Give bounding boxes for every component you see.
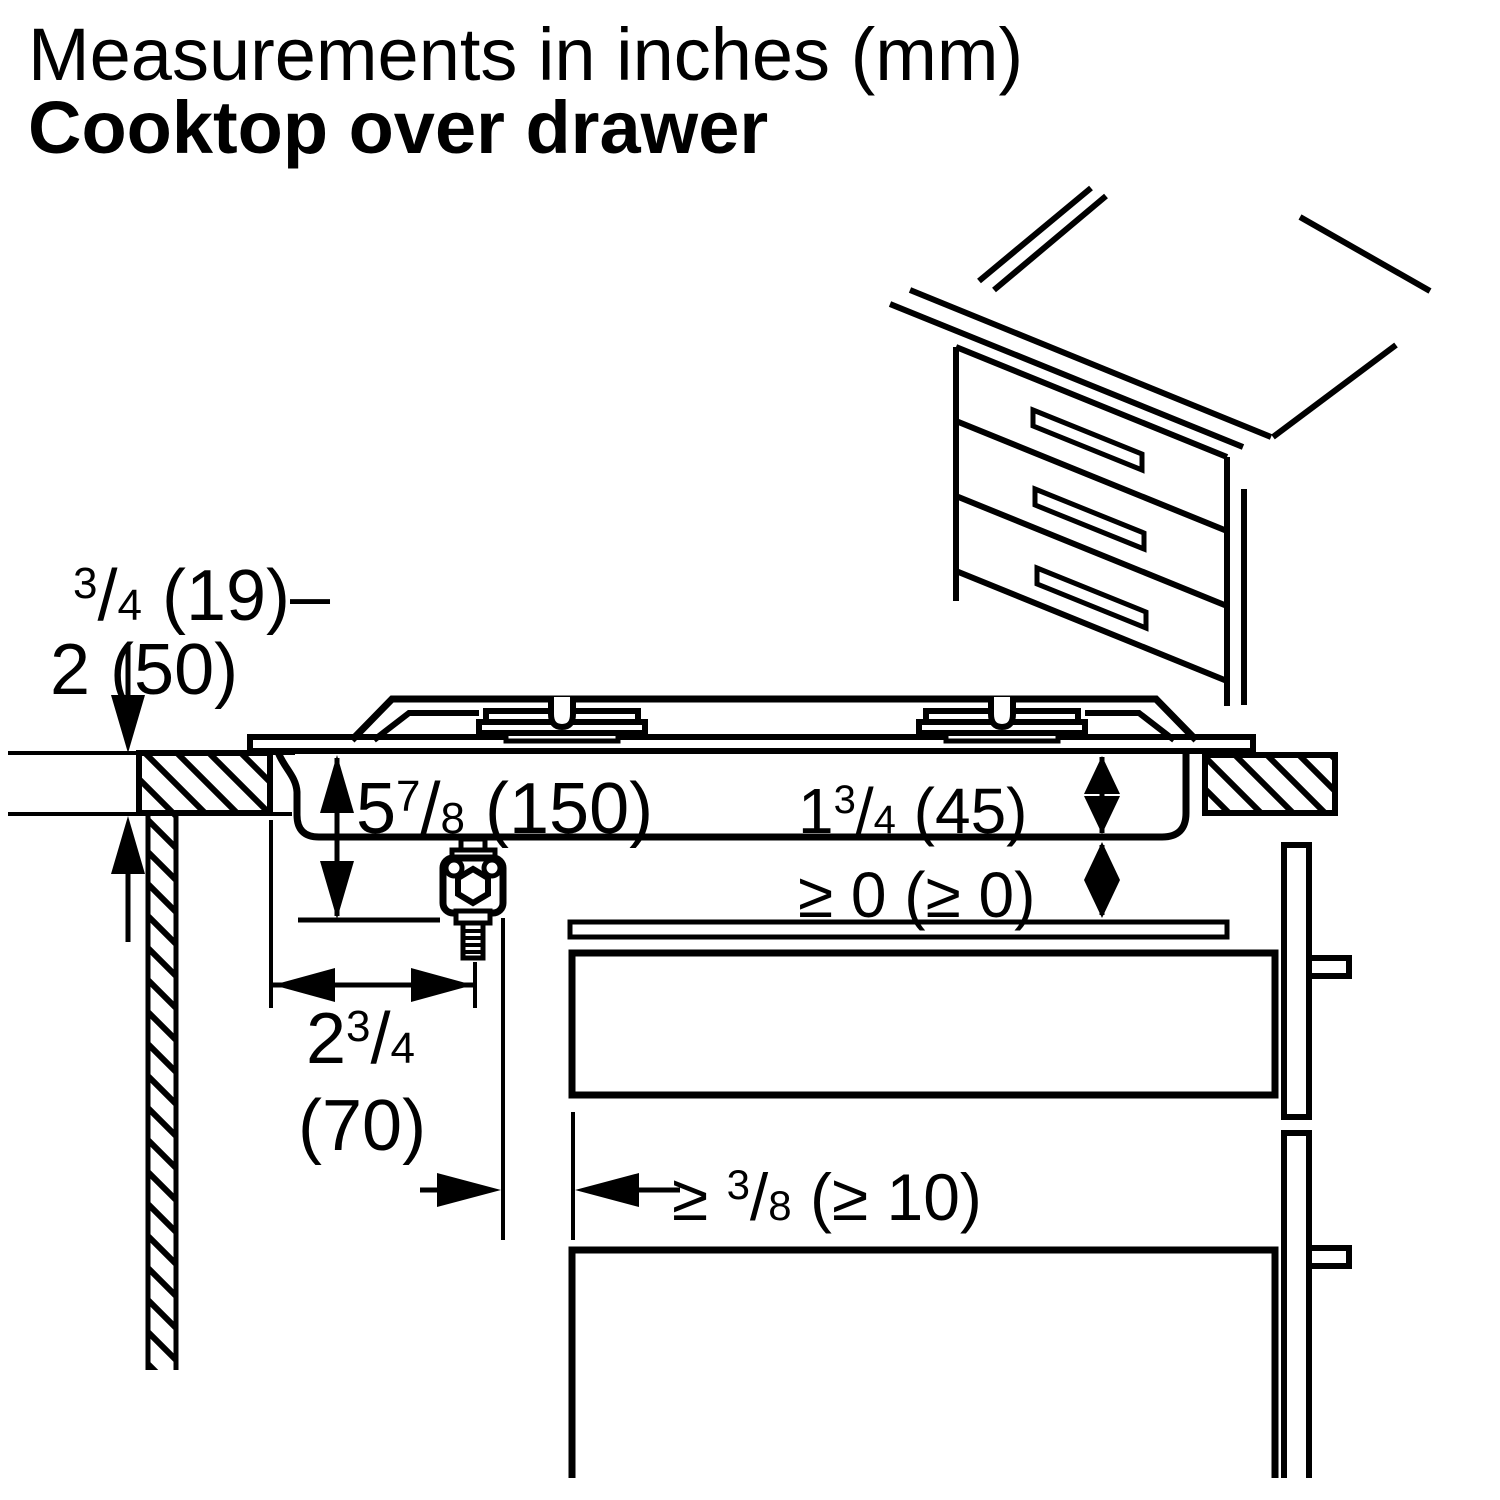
drawer-box-lower (572, 1250, 1275, 1478)
igniter (991, 697, 1013, 727)
drawer-handle-slot-3 (1037, 568, 1146, 628)
dimension-label: ≥ $^3$/8 (≥ 10) (672, 1160, 982, 1234)
burner-left (479, 697, 645, 741)
burner-right (919, 697, 1085, 741)
cutout-edge-outer (979, 188, 1091, 281)
arrow-up (111, 816, 145, 874)
arrow-down (1084, 880, 1120, 918)
dimension-label: ≥ 0 (≥ 0) (798, 859, 1036, 931)
dimension-tub-height (798, 756, 1120, 847)
dimension-gap-below-tub (798, 842, 1120, 931)
dimension-label: $2^3/4$ (306, 999, 416, 1079)
arrow-right (437, 1173, 501, 1207)
counter-back-edge (1300, 217, 1430, 291)
dimension-label-line2: 2 (50) (50, 630, 239, 710)
arrow-left (273, 968, 335, 1002)
cutout-edge-inner (994, 196, 1106, 290)
drawer-handle-slot-2 (1035, 489, 1144, 549)
gas-valve (443, 839, 503, 958)
arrow-down (1084, 796, 1120, 834)
countertop-right-section (1205, 755, 1335, 813)
arrow-up (1084, 756, 1120, 794)
arrow-down (320, 861, 354, 919)
dimension-label: $1^3/4$ (45) (798, 775, 1028, 847)
cooktop-lip (250, 737, 1253, 751)
igniter (551, 697, 573, 727)
dimension-label-line2: (70) (298, 1086, 427, 1166)
diagram-subtitle: Cooktop over drawer (28, 86, 769, 169)
cabinet-side-panel (148, 813, 176, 1370)
drawer-handle-lower (1309, 1248, 1349, 1266)
drawer-box-upper (572, 953, 1275, 1095)
arrow-up (1084, 842, 1120, 880)
arrow-up (320, 755, 354, 813)
valve-hex-nut (458, 869, 488, 903)
diagram-title: Measurements in inches (mm) (28, 13, 1024, 96)
dimension-label: $5^7/8$ (150) (356, 769, 654, 849)
drawer-front-lower (1284, 1133, 1309, 1478)
drawer-handle-upper (1309, 958, 1349, 976)
isometric-cabinet-view (890, 188, 1430, 706)
arrow-left (575, 1173, 639, 1207)
counter-front-edge-top (910, 290, 1271, 437)
arrow-right (411, 968, 473, 1002)
dimension-label: $^3$/4 (19)– (73, 556, 331, 636)
drawer-front-upper (1284, 845, 1309, 1117)
counter-right-edge (1273, 345, 1396, 437)
countertop-left-section (139, 753, 270, 813)
